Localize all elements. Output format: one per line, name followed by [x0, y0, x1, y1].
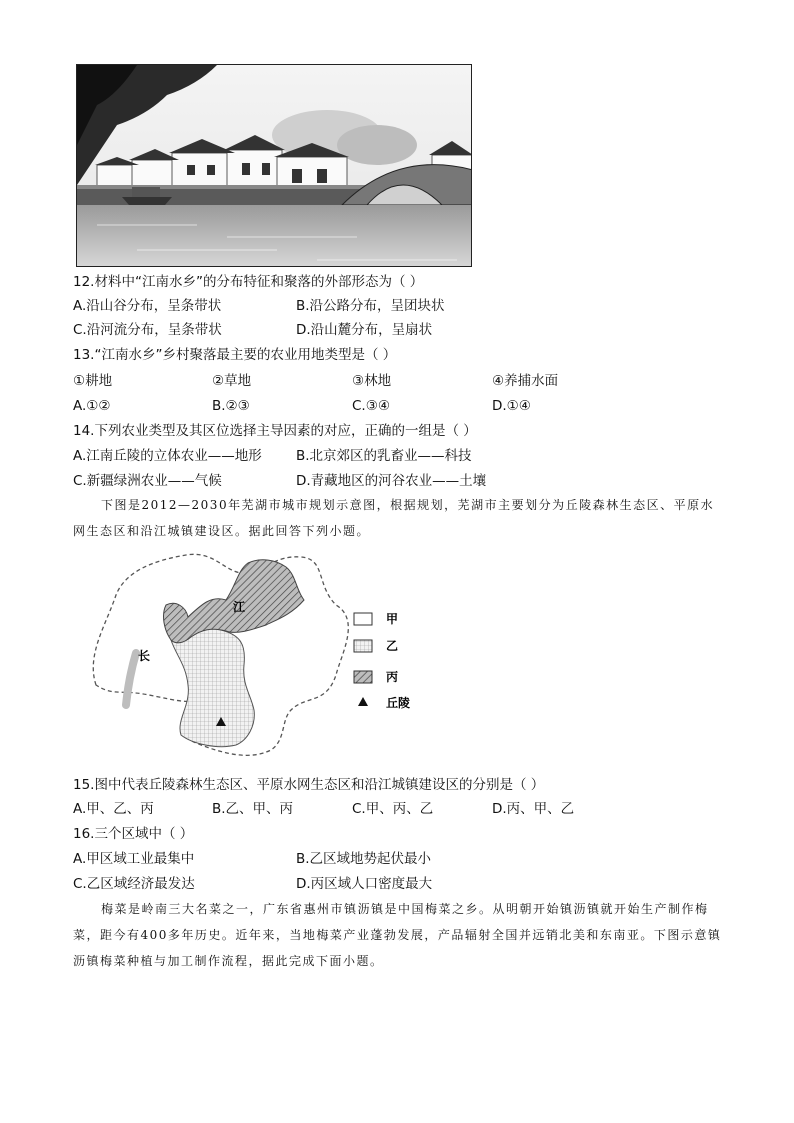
map-intro-text: 下图是2012—2030年芜湖市城市规划示意图，根据规划，芜湖市主要划分为丘陵森林生态区、平原水网生态区和沿江城镇建设区。据此回答下列小题。 [73, 498, 715, 538]
legend-label-yi: 乙 [386, 639, 399, 653]
q15-option-a: A.甲、乙、丙 [73, 801, 154, 817]
q12-stem: 12.材料中“江南水乡”的分布特征和聚落的外部形态为（ ） [73, 274, 424, 290]
q14-option-d: D.青藏地区的河谷农业——土壤 [296, 473, 487, 489]
q13-item-3: ③林地 [352, 373, 392, 389]
q16-option-c: C.乙区域经济最发达 [73, 876, 195, 892]
q13-stem: 13.“江南水乡”乡村聚落最主要的农业用地类型是（ ） [73, 347, 397, 363]
q16-option-d: D.丙区域人口密度最大 [296, 876, 433, 892]
wuhu-planning-map [76, 545, 436, 770]
legend-label-bing: 丙 [386, 670, 399, 684]
q16-stem: 16.三个区域中（ ） [73, 826, 194, 842]
q14-option-a: A.江南丘陵的立体农业——地形 [73, 448, 262, 464]
q13-option-c: C.③④ [352, 398, 390, 414]
q15-option-c: C.甲、丙、乙 [352, 801, 434, 817]
q14-option-c: C.新疆绿洲农业——气候 [73, 473, 222, 489]
q14-option-b: B.北京郊区的乳畜业——科技 [296, 448, 472, 464]
q13-option-a: A.①② [73, 398, 111, 414]
legend-hill-icon [358, 697, 368, 706]
q12-option-c: C.沿河流分布，呈条带状 [73, 322, 222, 338]
meicai-intro-paragraph [73, 896, 723, 974]
q13-item-4: ④养捕水面 [492, 373, 559, 389]
legend-label-jia: 甲 [386, 612, 399, 626]
q15-stem: 15.图中代表丘陵森林生态区、平原水网生态区和沿江城镇建设区的分别是（ ） [73, 777, 545, 793]
map-legend [354, 612, 410, 710]
legend-swatch-yi [354, 640, 372, 652]
legend-swatch-bing [354, 671, 372, 683]
map-svg [76, 545, 436, 770]
legend-label-hill: 丘陵 [386, 696, 411, 710]
q13-item-1: ①耕地 [73, 373, 113, 389]
q15-option-d: D.丙、甲、乙 [492, 801, 575, 817]
meicai-intro-text: 梅菜是岭南三大名菜之一，广东省惠州市镇沥镇是中国梅菜之乡。从明朝开始镇沥镇就开始生产制作梅菜，距今有400多年历史。近年来，当地梅菜产业蓬勃发展，产品辐射全国并远销北美和东南亚。下图示意镇沥镇梅菜种植与加工制作流程，据此完成下面小题。 [73, 902, 722, 968]
q13-item-2: ②草地 [212, 373, 252, 389]
river-char-jiang: 江 [233, 600, 246, 614]
q12-option-d: D.沿山麓分布，呈扇状 [296, 322, 433, 338]
q12-option-b: B.沿公路分布，呈团块状 [296, 298, 445, 314]
river-char-chang: 长 [138, 649, 151, 663]
legend-swatch-jia [354, 613, 372, 625]
q14-stem: 14.下列农业类型及其区位选择主导因素的对应，正确的一组是（ ） [73, 423, 477, 439]
water-town-illustration [77, 65, 472, 267]
q13-option-d: D.①④ [492, 398, 531, 414]
q16-option-a: A.甲区域工业最集中 [73, 851, 195, 867]
q12-option-a: A.沿山谷分布，呈条带状 [73, 298, 222, 314]
q13-option-b: B.②③ [212, 398, 250, 414]
map-intro-paragraph [73, 492, 723, 544]
q16-option-b: B.乙区域地势起伏最小 [296, 851, 432, 867]
water-town-photo [76, 64, 472, 267]
q15-option-b: B.乙、甲、丙 [212, 801, 294, 817]
